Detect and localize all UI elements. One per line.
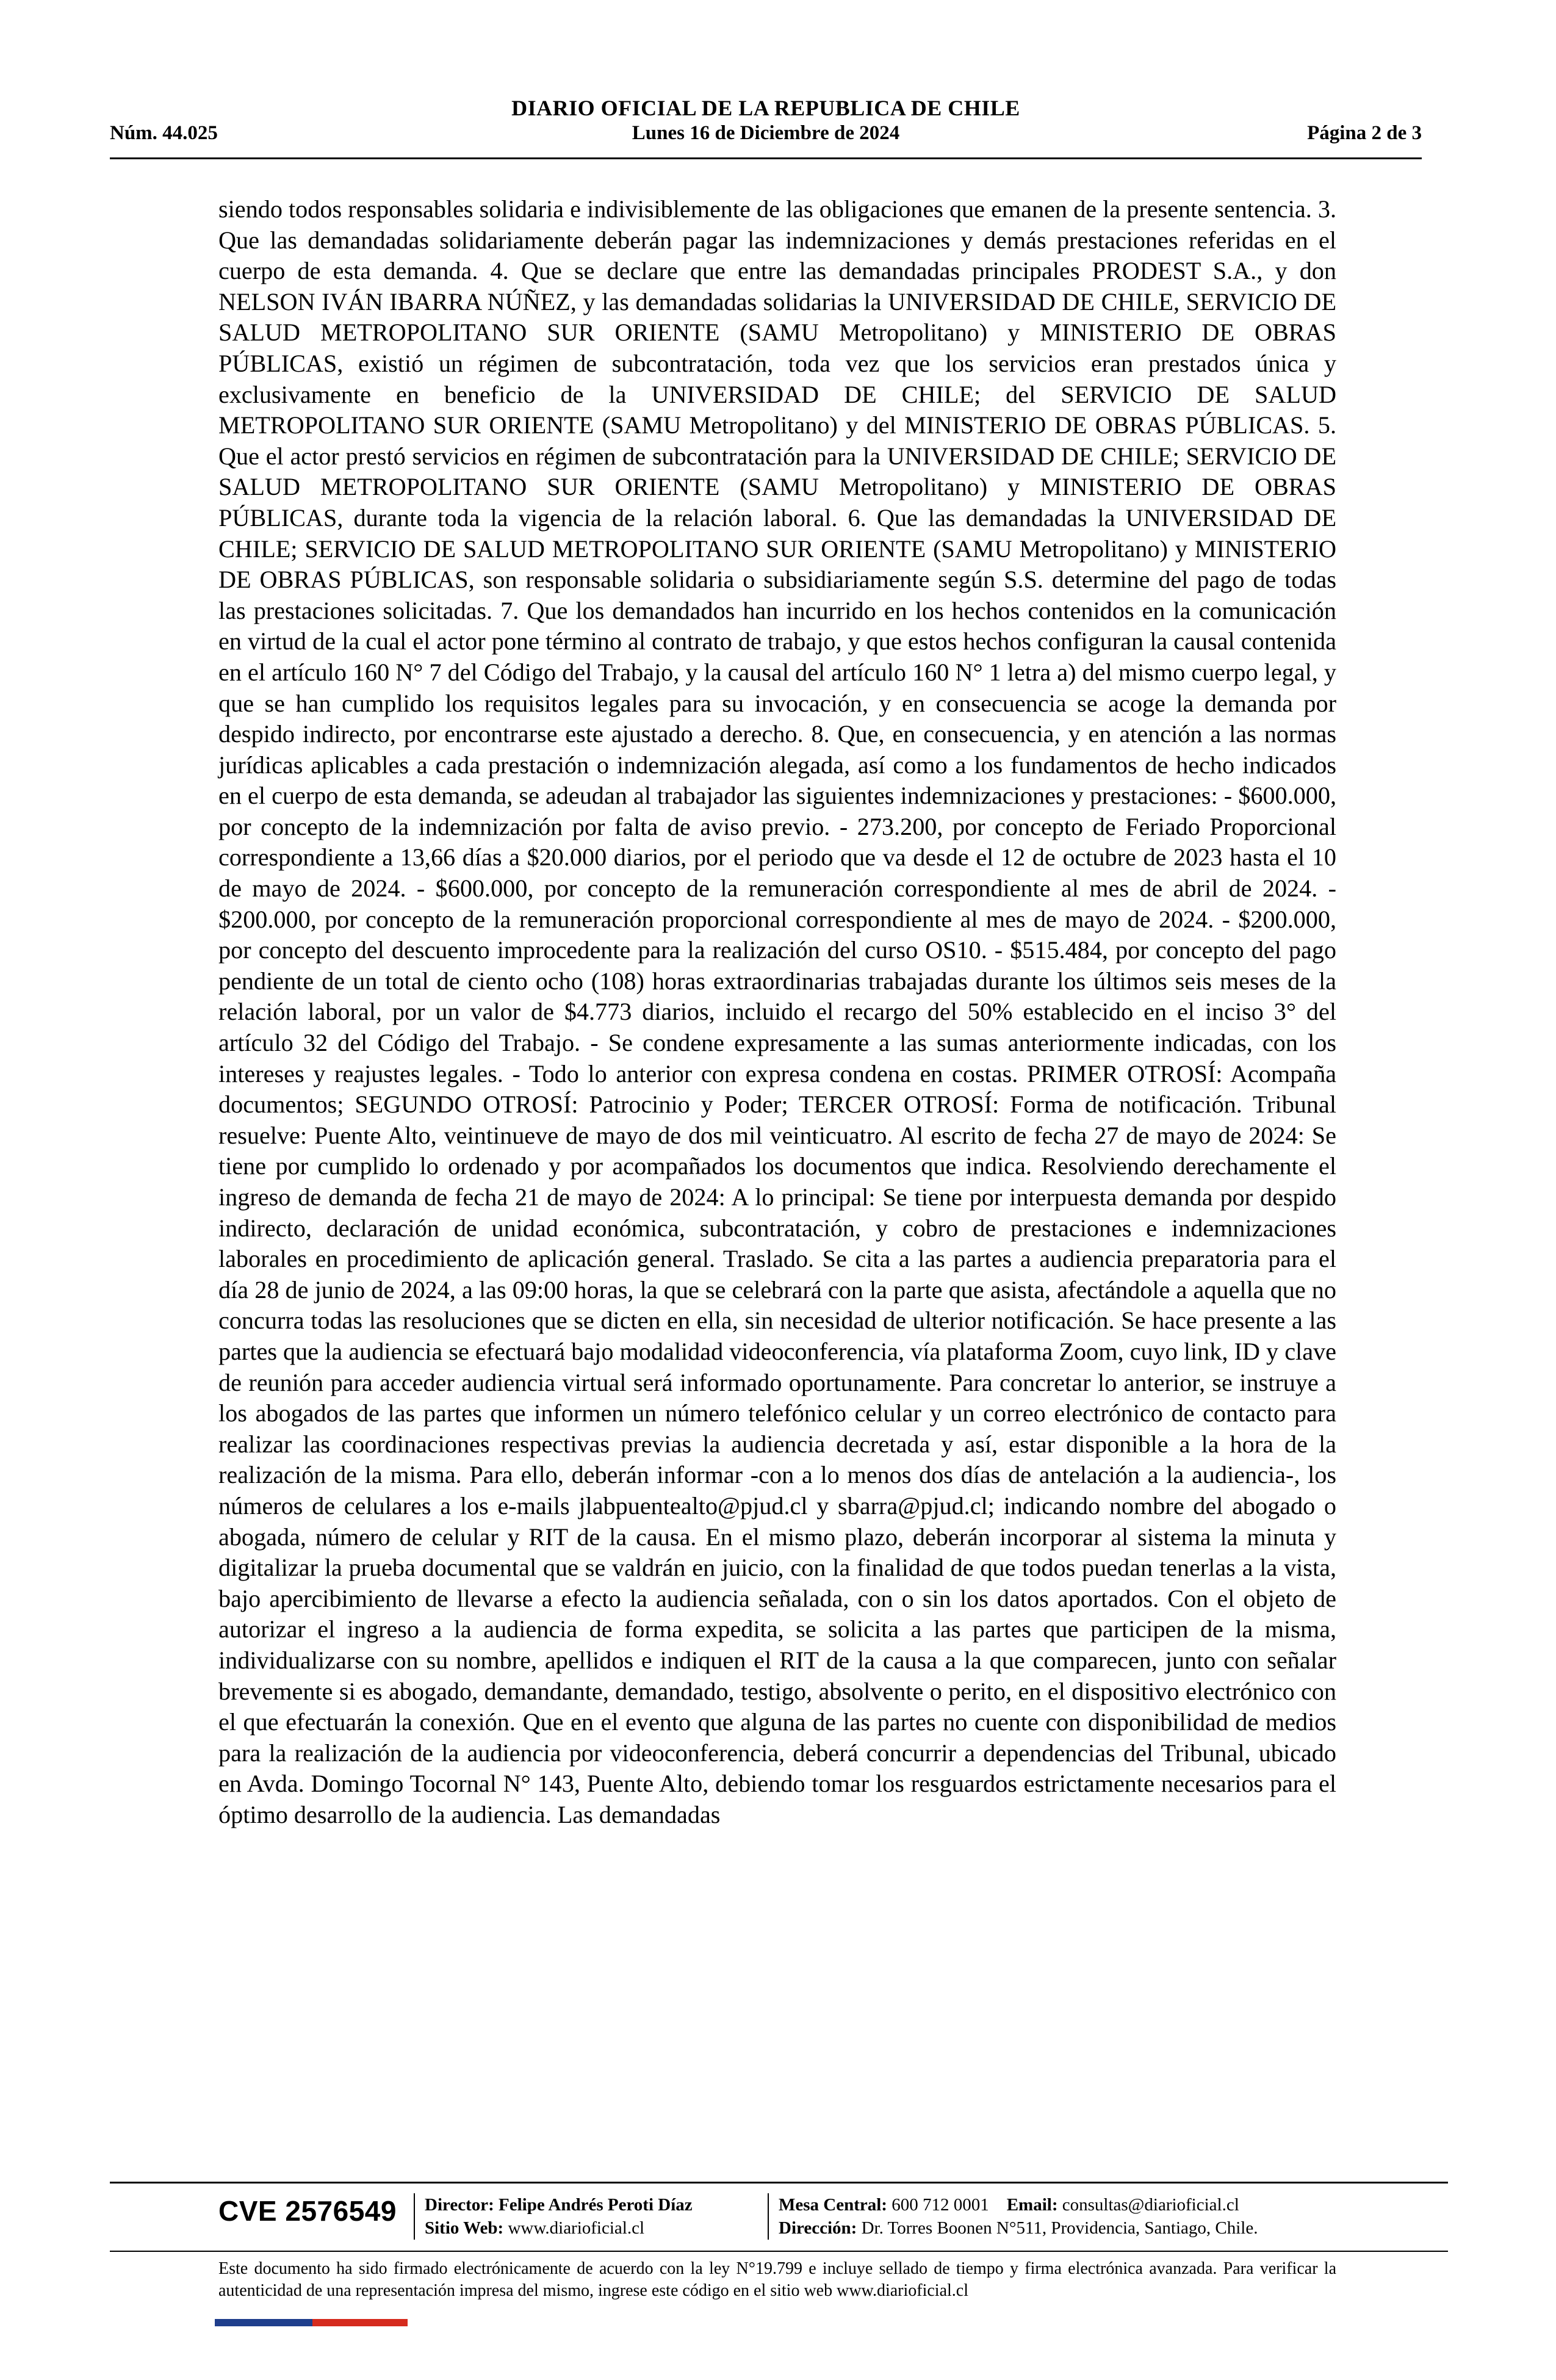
website-label: Sitio Web: <box>425 2218 504 2238</box>
flag-stripe <box>215 2319 408 2326</box>
address-label: Dirección: <box>779 2218 857 2238</box>
flag-blue-band <box>215 2319 312 2326</box>
body-paragraph: siendo todos responsables solidaria e indivisiblemente de las obligaciones que emanen de la presente sentencia. 3. Que las demandadas solidariamente deberán pagar las indemnizaciones y demás prestaciones referidas en el cuerpo de esta demanda. 4. Que se declare que entre las demandadas principales PRODEST S.A., y don NELSON IVÁN IBARRA NÚÑEZ, y las demandadas solidarias la UNIVERSIDAD DE CHILE, SERVICIO DE SALUD METROPOLITANO SUR ORIENTE (SAMU Metropolitano) y MINISTERIO DE OBRAS PÚBLICAS, existió un régimen de subcontratación, toda vez que los servicios eran prestados única y exclusivamente en beneficio de la UNIVERSIDAD DE CHILE; del SERVICIO DE SALUD METROPOLITANO SUR ORIENTE (SAMU Metropolitano) y del MINISTERIO DE OBRAS PÚBLICAS. 5. Que el actor prestó servicios en régimen de subcontratación para la UNIVERSIDAD DE CHILE; SERVICIO DE SALUD METROPOLITANO SUR ORIENTE (SAMU Metropolitano) y MINISTERIO DE OBRAS PÚBLICAS, durante toda la vigencia de la relación laboral. 6. Que las demandadas la UNIVERSIDAD DE CHILE; SERVICIO DE SALUD METROPOLITANO SUR ORIENTE (SAMU Metropolitano) y MINISTERIO DE OBRAS PÚBLICAS, son responsable solidaria o subsidiariamente según S.S. determine del pago de todas las prestaciones solicitadas. 7. Que los demandados han incurrido en los hechos contenidos en la comunicación en virtud de la cual el actor pone término al contrato de trabajo, y que estos hechos configuran la causal contenida en el artículo 160 N° 7 del Código del Trabajo, y la causal del artículo 160 N° 1 letra a) del mismo cuerpo legal, y que se han cumplido los requisitos legales para su invocación, y en consecuencia se acoge la demanda por despido indirecto, por encontrarse este ajustado a derecho. 8. Que, en consecuencia, y en atención a las normas jurídicas aplicables a cada prestación o indemnización alegada, así como a los fundamentos de hecho indicados en el cuerpo de esta demanda, se adeudan al trabajador las siguientes indemnizaciones y prestaciones: - $600.000, por concepto de la indemnización por falta de aviso previo. - 273.200, por concepto de Feriado Proporcional correspondiente a 13,66 días a $20.000 diarios, por el periodo que va desde el 12 de octubre de 2023 hasta el 10 de mayo de 2024. - $600.000, por concepto de la remuneración correspondiente al mes de abril de 2024. - $200.000, por concepto de la remuneración proporcional correspondiente al mes de mayo de 2024. - $200.000, por concepto del descuento improcedente para la realización del curso OS10. - $515.484, por concepto del pago pendiente de un total de ciento ocho (108) horas extraordinarias trabajadas durante los últimos seis meses de la relación laboral, por un valor de $4.773 diarios, incluido el recargo del 50% establecido en el inciso 3° del artículo 32 del Código del Trabajo. - Se condene expresamente a las sumas anteriormente indicadas, con los intereses y reajustes legales. - Todo lo anterior con expresa condena en costas. PRIMER OTROSÍ: Acompaña documentos; SEGUNDO OTROSÍ: Patrocinio y Poder; TERCER OTROSÍ: Forma de notificación. Tribunal resuelve: Puente Alto, veintinueve de mayo de dos mil veinticuatro. Al escrito de fecha 27 de mayo de 2024: Se tiene por cumplido lo ordenado y por acompañados los documentos que indica. Resolviendo derechamente el ingreso de demanda de fecha 21 de mayo de 2024: A lo principal: Se tiene por interpuesta demanda por despido indirecto, declaración de unidad económica, subcontratación, y cobro de prestaciones e indemnizaciones laborales en procedimiento de aplicación general. Traslado. Se cita a las partes a audiencia preparatoria para el día 28 de junio de 2024, a las 09:00 horas, la que se celebrará con la parte que asista, afectándole a aquella que no concurra todas las resoluciones que se dicten en ella, sin necesidad de ulterior notificación. Se hace presente a las partes que la audiencia se efectuará bajo modalidad videoconferencia, vía plataforma Zoom, cuyo link, ID y clave de reunión para acceder audiencia virtual será informado oportunamente. Para concretar lo anterior, se instruye a los abogados de las partes que informen un número telefónico celular y un correo electrónico de contacto para realizar las coordinaciones respectivas previas la audiencia decretada y así, estar disponible a la hora de la realización de la misma. Para ello, deberán informar -con a lo menos dos días de antelación a la audiencia-, los números de celulares a los e-mails jlabpuentealto@pjud.cl y sbarra@pjud.cl; indicando nombre del abogado o abogada, número de celular y RIT de la causa. En el mismo plazo, deberán incorporar al sistema la minuta y digitalizar la prueba documental que se valdrán en juicio, con la finalidad de que todos puedan tenerlas a la vista, bajo apercibimiento de llevarse a efecto la audiencia señalada, con o sin los datos aportados. Con el objeto de autorizar el ingreso a la audiencia de forma expedita, se solicita a las partes que participen de la misma, individualizarse con su nombre, apellidos e indiquen el RIT de la causa a la que comparecen, junto con señalar brevemente si es abogado, demandante, demandado, testigo, absolvente o perito, en el dispositivo electrónico con el que efectuarán la conexión. Que en el evento que alguna de las partes no cuente con disponibilidad de medios para la realización de la audiencia por videoconferencia, deberá concurrir a dependencias del Tribunal, ubicado en Avda. Domingo Tocornal N° 143, Puente Alto, debiendo tomar los resguardos estrictamente necesarios para el óptimo desarrollo de la audiencia. Las demandadas <box>218 195 1336 1828</box>
footer-director-block <box>425 2193 693 2240</box>
central-label: Mesa Central: <box>779 2195 887 2215</box>
issue-number: Núm. 44.025 <box>110 122 218 144</box>
footer-separator <box>768 2193 769 2240</box>
website-link[interactable]: www.diarioficial.cl <box>508 2218 645 2238</box>
footer-contact-block <box>779 2193 1258 2240</box>
address-value: Dr. Torres Boonen N°511, Providencia, Santiago, Chile. <box>861 2218 1258 2238</box>
cve-code: CVE 2576549 <box>218 2195 397 2227</box>
flag-red-band <box>312 2319 408 2326</box>
page-footer <box>218 2191 1336 2252</box>
footer-divider-top <box>110 2182 1448 2183</box>
email-link[interactable]: consultas@diarioficial.cl <box>1062 2195 1239 2215</box>
issue-date: Lunes 16 de Diciembre de 2024 <box>632 122 900 144</box>
article-body <box>218 194 1336 1830</box>
director-name: Felipe Andrés Peroti Díaz <box>499 2195 693 2215</box>
central-phone: 600 712 0001 <box>891 2195 989 2215</box>
footer-divider-bottom <box>110 2251 1448 2252</box>
signature-note: Este documento ha sido firmado electrónicamente de acuerdo con la ley N°19.799 e incluye sellado de tiempo y firma electrónica avanzada. Para verificar la autenticidad de una representación impresa del mismo, ingrese este código en el sitio web www.diarioficial.cl <box>218 2259 1336 2300</box>
header-divider <box>110 157 1422 159</box>
publication-title: DIARIO OFICIAL DE LA REPUBLICA DE CHILE <box>511 96 1020 120</box>
footer-separator <box>414 2193 415 2240</box>
page-header <box>110 92 1422 165</box>
page-indicator: Página 2 de 3 <box>1307 122 1422 144</box>
email-label: Email: <box>1006 2195 1058 2215</box>
director-label: Director: <box>425 2195 494 2215</box>
